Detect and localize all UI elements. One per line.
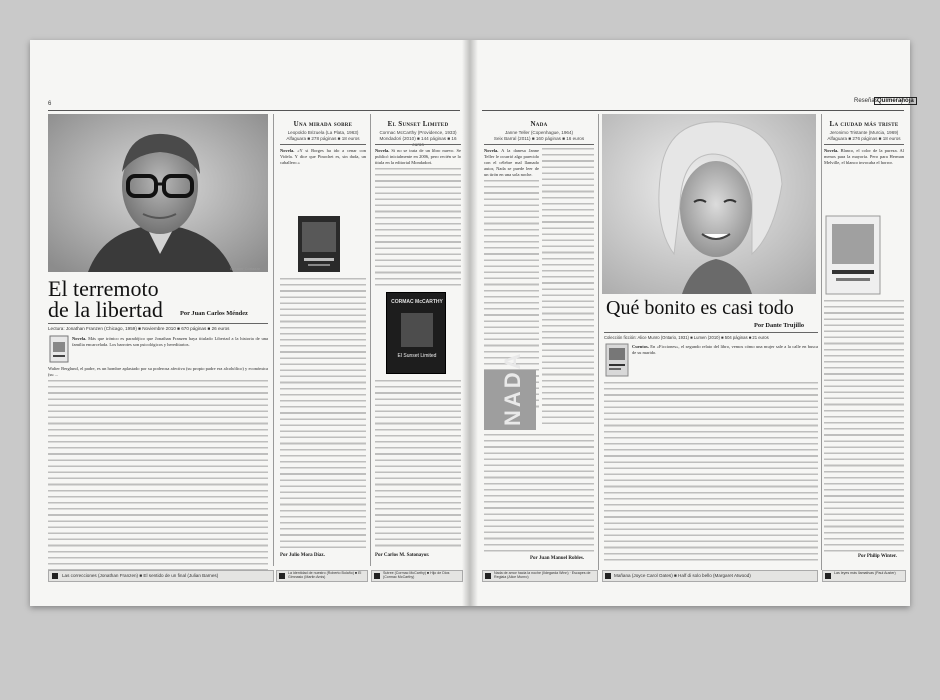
related-books-text: Sutree (Cormac McCarthy) ■ Hijo de Dios (Cormac McCarthy) xyxy=(383,571,450,580)
column-divider xyxy=(273,114,274,566)
lead-label: Cuentos. xyxy=(632,344,649,349)
headline: Qué bonito es casi todo xyxy=(606,297,794,319)
author-photo xyxy=(602,114,816,294)
related-books-text: La identidad de nuestro (Roberto Bolaño) ■ El Gimnasio (Martin Amis) xyxy=(288,571,362,580)
review-rule xyxy=(484,144,594,145)
left-page xyxy=(30,40,470,606)
related-books-marker xyxy=(279,573,285,579)
book-cover xyxy=(50,336,68,362)
review-meta-publisher: Mondadori (2010) ■ 144 páginas ■ 16 xyxy=(379,136,457,141)
book-cover-ciudad xyxy=(826,216,880,294)
review-byline: Por Juan Manuel Robles. xyxy=(530,556,585,561)
review-lead-text: «Y si Borges ha ido a cenar con Videla. Y dice que Pinochet es, sin duda, un caballero.» xyxy=(280,148,367,166)
lead-text: En «Ficciones», el segundo relato del libro, vemos cómo una mujer sale a la calle en busca de su marido. xyxy=(632,344,819,356)
cover-image xyxy=(401,313,433,347)
related-books-marker xyxy=(825,573,831,579)
section-label: Reseñas xyxy=(854,98,878,104)
review-meta-author: Janne Teller (Copenhague, 1964) xyxy=(504,130,574,135)
review-meta-publisher: Alfaguara ■ 278 páginas ■ 18 euros xyxy=(286,136,360,141)
review-lead-label: Novela. xyxy=(280,148,295,153)
related-books-text: Las correcciones (Jonathan Franzen) ■ El sentido de un final (Julian Barnes) xyxy=(62,573,219,578)
related-books-marker xyxy=(52,573,58,579)
review-filler-text xyxy=(280,278,366,548)
review-meta-publisher: Seix Barral (2011) ■ 160 páginas ■ 16 euros xyxy=(493,136,585,141)
column-divider xyxy=(821,114,822,570)
book-cover-una-mirada xyxy=(298,216,340,272)
column-divider xyxy=(598,114,599,570)
review-lead-label: Novela. xyxy=(375,148,390,153)
brand-name: Quimera xyxy=(877,98,902,104)
article-body xyxy=(48,366,268,566)
review-filler-text xyxy=(375,380,461,548)
photo-credit: Greater Cortazar xyxy=(230,266,261,271)
review-body xyxy=(280,278,366,548)
column-divider xyxy=(370,114,371,566)
article-body xyxy=(604,382,818,562)
cover-title-nada: NADA xyxy=(500,350,525,426)
review-filler-text xyxy=(484,434,594,554)
review-title: La ciudad más triste xyxy=(829,120,899,128)
page-number: 6 xyxy=(48,101,52,107)
body-text: Walter Berglund, el padre, es un hombre aplastado por su poderosa afectiva (su propio padre era alcohólico) y económica (su ... xyxy=(48,366,268,378)
magazine-spread xyxy=(30,40,914,606)
headline-rule xyxy=(604,332,818,333)
related-book: Escapes de Reglaia (Alice Munro) xyxy=(494,571,591,580)
lead-label: Novela. xyxy=(72,336,87,341)
review-byline: Por Philip Winter. xyxy=(858,554,897,559)
header-rule xyxy=(48,110,460,111)
related-book: Nada de amor hacia la noche (Ildegarda Winn) xyxy=(494,571,569,575)
review-lead xyxy=(375,148,461,288)
book-meta: Lectura: Jonathan Franzen (Chicago, 1959) ■ Noviembre 2010 ■ 670 páginas ■ 26 euros xyxy=(48,326,230,331)
review-lead-label: Novela. xyxy=(484,148,499,153)
article-author: Por Dante Trujillo xyxy=(754,322,805,329)
magazine-brand xyxy=(874,97,917,105)
review-title: Una mirada sobre xyxy=(293,120,353,128)
review-lead-text: Blanco, el color de la pureza. Al menos para la mayoría. Pero para Herman Melville, el blanco invocaba el horror. xyxy=(824,148,904,166)
cover-author: CORMAC McCARTHY xyxy=(391,299,443,305)
review-byline: Por Carlos M. Satonayor. xyxy=(375,553,430,558)
review-lead-text: A la danesa Janne Teller le ocurrió algo parecido con el célebre mal llamado autor, Nada se puede leer de un tirón en una sola noche. xyxy=(484,148,539,178)
lead-text: Más que irónico es paradójico que Jonathan Franzen haya titulado Libertad a la historia de una familia encarcelada. Los barrotes son psicológicos y hereditarios. xyxy=(72,336,268,348)
author-photo xyxy=(48,114,268,272)
body-filler-text xyxy=(48,380,268,570)
related-books-marker xyxy=(605,573,611,579)
review-meta-author: Cormac McCarthy (Providence, 1933) xyxy=(379,130,457,135)
review-title: El Sunset Limited xyxy=(387,120,449,128)
brand-suffix: hoja xyxy=(901,98,914,104)
review-rule xyxy=(280,144,366,145)
related-books-marker xyxy=(485,573,491,579)
review-byline: Por Julio Mora Díaz. xyxy=(280,553,325,558)
book-meta: Colección ficción: Alice Munro (Ontario, 1931) ■ Lumen (2010) ■ 504 páginas ■ 21 euros xyxy=(604,335,769,340)
page-number: 7 xyxy=(900,101,904,107)
header-rule xyxy=(482,110,904,111)
related-books-marker xyxy=(374,573,380,579)
review-meta-author: Leopoldo Brizuela (La Plata, 1963) xyxy=(287,130,359,135)
review-body xyxy=(375,380,461,548)
review-body xyxy=(824,300,904,552)
review-rule xyxy=(824,144,904,145)
headline-rule xyxy=(48,323,268,324)
review-lead xyxy=(824,148,904,208)
related-books-text: Nada de amor hacia la noche (Ildegarda Winn) · Escapes de Reglaia (Alice Munro) xyxy=(494,571,591,580)
review-meta-author: Jeronimo Tristante (Murcia, 1969) xyxy=(829,130,899,135)
book-cover xyxy=(606,344,628,376)
body-filler-text xyxy=(604,382,818,562)
headline-line-1: El terremoto xyxy=(48,276,159,301)
right-page xyxy=(470,40,914,606)
review-title: Nada xyxy=(530,120,548,128)
book-cover-sunset-limited xyxy=(386,292,446,374)
review-filler-text xyxy=(542,148,594,428)
review-lead-label: Novela. xyxy=(824,148,839,153)
cover-title: El Sunset Limited xyxy=(397,353,437,359)
spine-gutter xyxy=(462,40,478,606)
review-body xyxy=(542,148,594,428)
headline-line-2: de la libertad xyxy=(48,297,163,322)
review-filler-text xyxy=(824,300,904,552)
related-books-text: Las leyes más llamativas (Paul Auster) xyxy=(834,571,896,575)
article-lead xyxy=(72,336,268,364)
review-lead-text: Si no se trata de un libro nuevo. Se publicó inicialmente en 2006, pero recién se lo titula en la editorial Mondadori. xyxy=(375,148,462,166)
article-lead xyxy=(632,344,818,380)
review-body-continued xyxy=(484,434,594,554)
related-books-text: Mañana (Joyce Carol Oates) ■ Half di solo bello (Margaret Atwood) xyxy=(614,573,751,578)
review-filler-text xyxy=(375,168,461,288)
review-lead xyxy=(280,148,366,178)
review-rule xyxy=(375,144,461,145)
article-author: Por Juan Carlos Méndez xyxy=(180,310,248,317)
review-meta-publisher: Alfaguara ■ 276 páginas ■ 18 euros xyxy=(827,136,901,141)
